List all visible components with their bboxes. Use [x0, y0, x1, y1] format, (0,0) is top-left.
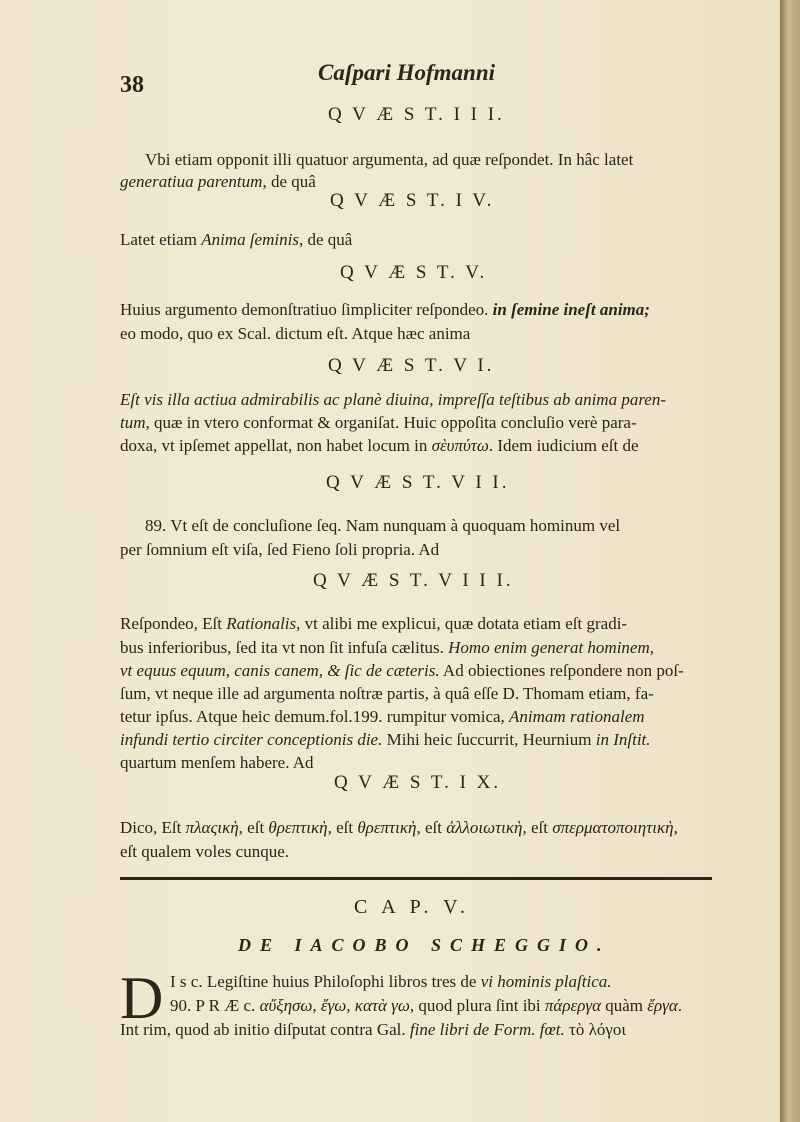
text-line	[120, 638, 654, 658]
text-line	[120, 540, 439, 560]
text-run: Animam rationalem	[509, 707, 645, 726]
text-run: Eſt vis illa actiua admirabilis ac planè diuina, impreſſa teſtibus ab anima paren-	[120, 390, 667, 409]
text-run: σὲυπύτω	[431, 436, 489, 455]
text-run: , eſt	[327, 818, 358, 837]
text-run: , eſt	[238, 818, 269, 837]
chapter-subtitle: DE IACOBO SCHEGGIO.	[238, 935, 611, 955]
text-run: tum	[120, 413, 146, 432]
text-run: , eſt	[416, 818, 447, 837]
text-run: infundi tertio circiter conceptionis die.	[120, 730, 383, 749]
page-number: 38	[120, 72, 144, 98]
text-run: tetur ipſus. Atque heic demum.fol.199. rumpitur vomica,	[120, 707, 510, 726]
running-head: Caſpari Hofmanni	[318, 60, 496, 85]
quaestio-heading: Q V Æ S T. V I I I.	[313, 570, 514, 591]
text-run: eo modo, quo ex Scal. dictum eſt. Atque hæc anima	[120, 324, 471, 343]
text-line	[120, 614, 627, 634]
text-run: in ſemine ineſt anima;	[492, 300, 650, 319]
text-run: quartum menſem habere. Ad	[120, 753, 314, 772]
text-run: αὔξησω, ἔγω, κατὰ γω	[259, 996, 410, 1015]
text-run: Dico, Eſt	[120, 818, 186, 837]
quaestio-heading: Q V Æ S T. I X.	[334, 772, 502, 793]
text-run: ἀλλοιωτικὴ	[446, 818, 523, 837]
text-line	[120, 753, 314, 773]
text-run: Huius argumento demonſtratiuo ſimpliciter reſpondeo.	[120, 300, 493, 319]
text-line	[120, 413, 637, 433]
text-run: generatiua parentum	[120, 172, 263, 191]
text-run: Int rim, quod ab initio diſputat contra Gal.	[120, 1020, 410, 1039]
chapter-text-line	[120, 1020, 626, 1040]
text-run: .	[677, 996, 683, 1015]
text-run: in Inſtit.	[595, 730, 651, 749]
text-run: Latet etiam	[120, 230, 202, 249]
text-line	[120, 730, 651, 750]
text-run: vt equus equum, canis canem, & ſic de cæteris.	[120, 661, 440, 680]
text-run: Homo enim generat hominem,	[448, 638, 655, 657]
text-run: ἔργα	[647, 996, 678, 1015]
text-run: bus inferioribus, ſed ita vt non ſit infuſa cælitus.	[120, 638, 449, 657]
text-run: per ſomnium eſt viſa, ſed Fieno ſoli propria. Ad	[120, 540, 440, 559]
text-run: θρεπτικὴ	[357, 818, 417, 837]
chapter-rule	[120, 877, 712, 880]
text-run: ,	[673, 818, 678, 837]
text-line	[120, 324, 470, 344]
text-line	[120, 818, 678, 838]
chapter-text-line	[170, 996, 682, 1016]
text-run: 90. P R Æ c.	[170, 996, 260, 1015]
text-run: I s c. Legiſtine huius Philoſophi libros tres de	[170, 972, 481, 991]
text-run: Vbi etiam opponit illi quatuor argumenta, ad quæ reſpondet. In hâc latet	[145, 150, 634, 169]
text-run: Anima ſeminis	[201, 230, 299, 249]
text-line	[120, 707, 645, 727]
text-run: θρεπτικὴ	[268, 818, 328, 837]
quaestio-heading: Q V Æ S T. V I I.	[326, 472, 510, 493]
text-line	[120, 230, 352, 250]
text-run: Rationalis	[226, 614, 297, 633]
text-run: σπερματοποιητικὴ	[552, 818, 674, 837]
text-run: τὸ λόγοι	[564, 1020, 626, 1039]
text-run: eſt qualem voles cunque.	[120, 842, 290, 861]
text-line	[120, 436, 639, 456]
text-run: vi hominis plaſtica.	[480, 972, 612, 991]
quaestio-heading: Q V Æ S T. V.	[340, 262, 488, 283]
text-run: πάρεργα	[544, 996, 601, 1015]
text-line	[120, 300, 650, 320]
text-run: , de quâ	[298, 230, 353, 249]
text-run: , quod plura ſint ibi	[409, 996, 545, 1015]
page-edge	[780, 0, 800, 1122]
quaestio-heading: Q V Æ S T. I V.	[330, 190, 495, 211]
text-line	[145, 516, 620, 536]
text-run: πλαςικὴ	[185, 818, 239, 837]
text-run: fine libri de Form. fœt.	[409, 1020, 565, 1039]
text-line	[120, 172, 316, 192]
chapter-text-line	[170, 972, 612, 992]
text-line	[120, 684, 654, 704]
text-run: ſum, vt neque ille ad argumenta noſtræ partis, à quâ eſſe D. Thomam etiam, fa-	[120, 684, 654, 703]
text-run: , quæ in vtero conformat & organiſat. Huic oppoſita concluſio verè para-	[145, 413, 637, 432]
text-line	[120, 661, 684, 681]
text-run: doxa, vt ipſemet appellat, non habet locum in	[120, 436, 432, 455]
text-run: 89. Vt eſt de concluſione ſeq. Nam nunquam à quoquam hominum vel	[145, 516, 621, 535]
drop-capital: D	[120, 965, 164, 1031]
quaestio-heading: Q V Æ S T. V I.	[328, 355, 495, 376]
text-run: . Idem iudicium eſt de	[488, 436, 639, 455]
text-run: quàm	[601, 996, 648, 1015]
text-run: , de quâ	[262, 172, 316, 191]
text-run: Mihi heic ſuccurrit, Heurnium	[382, 730, 596, 749]
text-run: Ad obiectiones reſpondere non poſ-	[439, 661, 684, 680]
text-run: , eſt	[522, 818, 553, 837]
text-line	[120, 842, 289, 862]
text-run: , vt alibi me explicui, quæ dotata etiam eſt gradi-	[296, 614, 628, 633]
text-run: Reſpondeo, Eſt	[120, 614, 227, 633]
text-line	[120, 390, 666, 410]
quaestio-heading: Q V Æ S T. I I I.	[328, 104, 505, 125]
chapter-label: C A P. V.	[354, 896, 470, 918]
text-line	[145, 150, 633, 170]
